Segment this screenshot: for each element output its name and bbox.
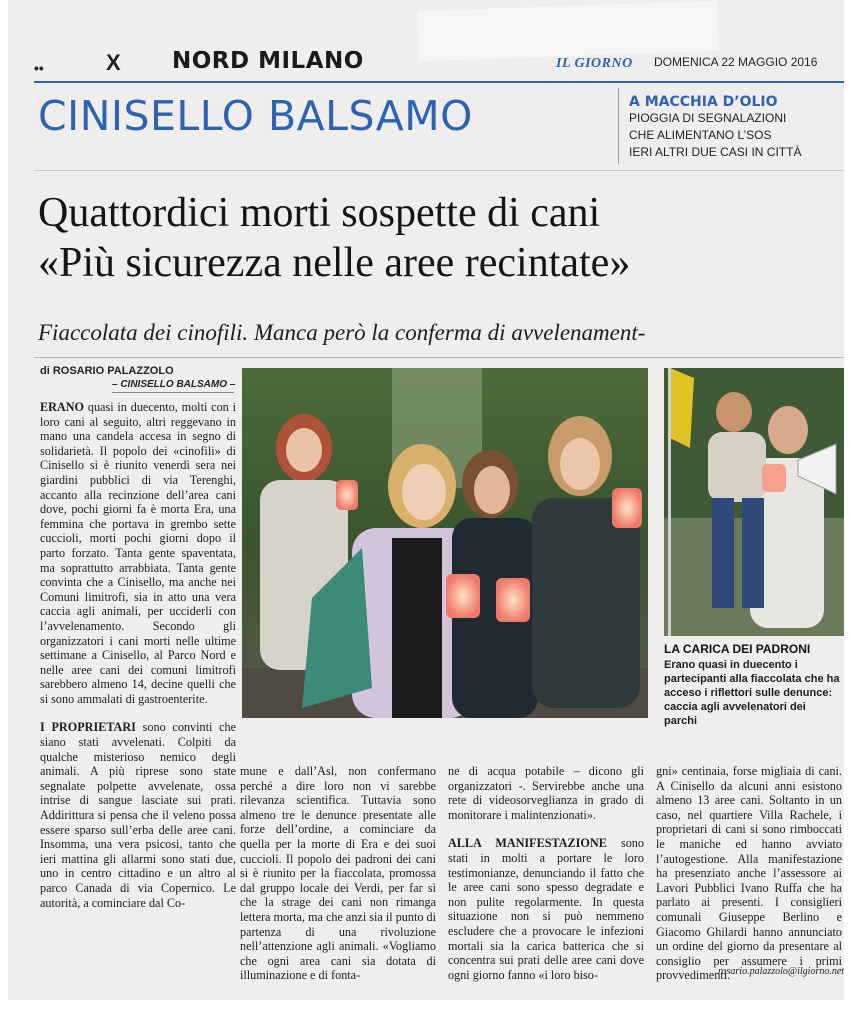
paragraph xyxy=(40,400,236,706)
drop-lead: I PROPRIETARI xyxy=(40,720,136,735)
newspaper-name: IL GIORNO xyxy=(556,56,633,71)
headline-line-1: Quattordici morti sospette di cani xyxy=(38,190,601,236)
dateline-rule xyxy=(112,392,234,393)
sidebar-line: IERI ALTRI DUE CASI IN CITTÀ xyxy=(629,145,802,159)
sidebar-line: CHE ALIMENTANO L’SOS xyxy=(629,128,772,142)
paragraph xyxy=(40,720,236,910)
town-heading: CINISELLO BALSAMO xyxy=(38,92,473,140)
sidebar-title: A MACCHIA D’OLIO xyxy=(629,94,778,110)
article-column-2 xyxy=(240,764,436,983)
article-column-4 xyxy=(656,764,842,983)
side-photo xyxy=(664,368,844,636)
photo-caption-title: LA CARICA DEI PADRONI xyxy=(664,642,811,656)
paragraph-text: ne di acqua potabile – dicono gli organizzatori -. Servirebbe anche una rete di videosorveglianza in grado di monitorare i malintenzionati». xyxy=(448,764,644,822)
page-letter: X xyxy=(106,50,121,75)
dateline: – CINISELLO BALSAMO – xyxy=(112,379,236,390)
page-number-dots: •• xyxy=(34,60,44,76)
paragraph-text: sono stati in molti a portare le loro testimonianze, denunciando il fatto che le aree cani sono spesso degradate e non pulite regolarmente. In questa situazione non si può nemmeno escludere che a provocare le infezioni mortali sia la carica batterica che si concentra sui prati delle aree cani dove ogni giorno fanno «i loro biso- xyxy=(448,836,644,982)
sidebar-box xyxy=(618,88,844,164)
article-column-3 xyxy=(448,764,644,982)
byline: di ROSARIO PALAZZOLO xyxy=(40,365,174,377)
page-header xyxy=(8,48,844,82)
subhead-rule xyxy=(34,357,844,358)
paragraph-text: gni» centinaia, forse migliaia di cani. A Cinisello da alcuni anni esistono almeno 13 aree cani. Soltanto in un caso, nel quartiere Villa Rachele, i proprietari di cani si sono rimboccati le maniche ed hanno avviato l’autogestione. Alla manifestazione ha presenziato anche l’assessore ai Lavori Pubblici Ivano Ruffa che ha parlato ai presenti. I consiglieri comunali Giuseppe Berlino e Giacomo Ghilardi hanno annunciato un ordine del giorno da presentare al consiglio per assumere i primi provvedimenti. xyxy=(656,764,842,983)
town-rule xyxy=(34,170,844,171)
header-rule xyxy=(34,81,844,83)
subheadline: Fiaccolata dei cinofili. Manca però la conferma di avvelenament- xyxy=(38,320,646,345)
paragraph-text: sono convinti che siano stati avvelenati. Colpiti da qualche misterioso nemico degli animali. A più riprese sono state segnalate polpette avvelenate, ossa intrise di sangue lasciate sui prati. Addirittura si pensa che il veleno possa essere sparso sull’erba delle aree cani. Insomma, una vera psicosi, tanto che ieri mattina gli allarmi sono stati due, uno in centro cittadino e un altro al parco Canada di via Copernico. Le autorità, a cominciare dal Co- xyxy=(40,720,237,910)
paragraph-text: mune e dall’Asl, non confermano perché a dire loro non vi sarebbe rilevanza scientifica. Tuttavia sono almeno tre le denunce presentate alle forze dell’ordine, a cominciare da quella per la morte di Era e dei suoi cuccioli. Il popolo dei padroni dei cani si è riunito per la fiaccolata, promossa dal gruppo locale dei Verdi, per far sì che la strage dei cani non rimanga lettera morta, ma che anzi sia il punto di partenza di una rivoluzione nell’attenzione agli animali. «Vogliamo che ogni area cani sia dotata di illuminazione e di fonta- xyxy=(240,764,436,983)
sidebar-line: PIOGGIA DI SEGNALAZIONI xyxy=(629,111,787,125)
article-column-1 xyxy=(40,400,236,910)
headline xyxy=(38,188,844,288)
headline-line-2: «Più sicurezza nelle aree recintate» xyxy=(38,240,631,286)
newspaper-page xyxy=(8,0,844,1000)
paragraph-text: quasi in duecento, molti con i loro cani al seguito, altri reggevano in mano una candela accesa in segno di solidarietà. Il popolo dei «cinofili» di Cinisello si è riunito venerdì sera nei giardini pubblici di via Terenghi, accanto alla recinzione dell’area cani dove, pochi giorni fa è morta Era, una femmina che portava in grembo sette cuccioli, morti pochi giorni dopo il parto forzato. Tanta gente spaventata, ma soprattutto arrabbiata. Tanta gente convinta che a Cinisello, ma anche nei Comuni limitrofi, sia in atto una vera caccia agli animali, per ucciderli con l’avvelenamento. Secondo gli organizzatori i cani morti nelle ultime settimane a Cinisello, al Parco Nord e nelle aree cani dei comuni limitrofi sarebbero almeno 14, decine quelli che si sono ammalati di gastroenterite. xyxy=(40,400,236,706)
bleed-through-text xyxy=(38,140,598,162)
drop-lead: ERANO xyxy=(40,400,85,414)
issue-date: DOMENICA 22 MAGGIO 2016 xyxy=(654,55,818,69)
photo-caption-text: Erano quasi in duecento i partecipanti alla fiaccolata che ha acceso i riflettori sulle denunce: caccia agli avvelenatori dei parchi xyxy=(664,659,840,727)
paragraph xyxy=(448,836,644,982)
author-email: rosario.palazzolo@ilgiorno.net xyxy=(718,966,844,977)
section-title: NORD MILANO xyxy=(172,48,364,74)
main-photo xyxy=(242,368,648,718)
drop-lead: ALLA MANIFESTAZIONE xyxy=(448,836,607,851)
